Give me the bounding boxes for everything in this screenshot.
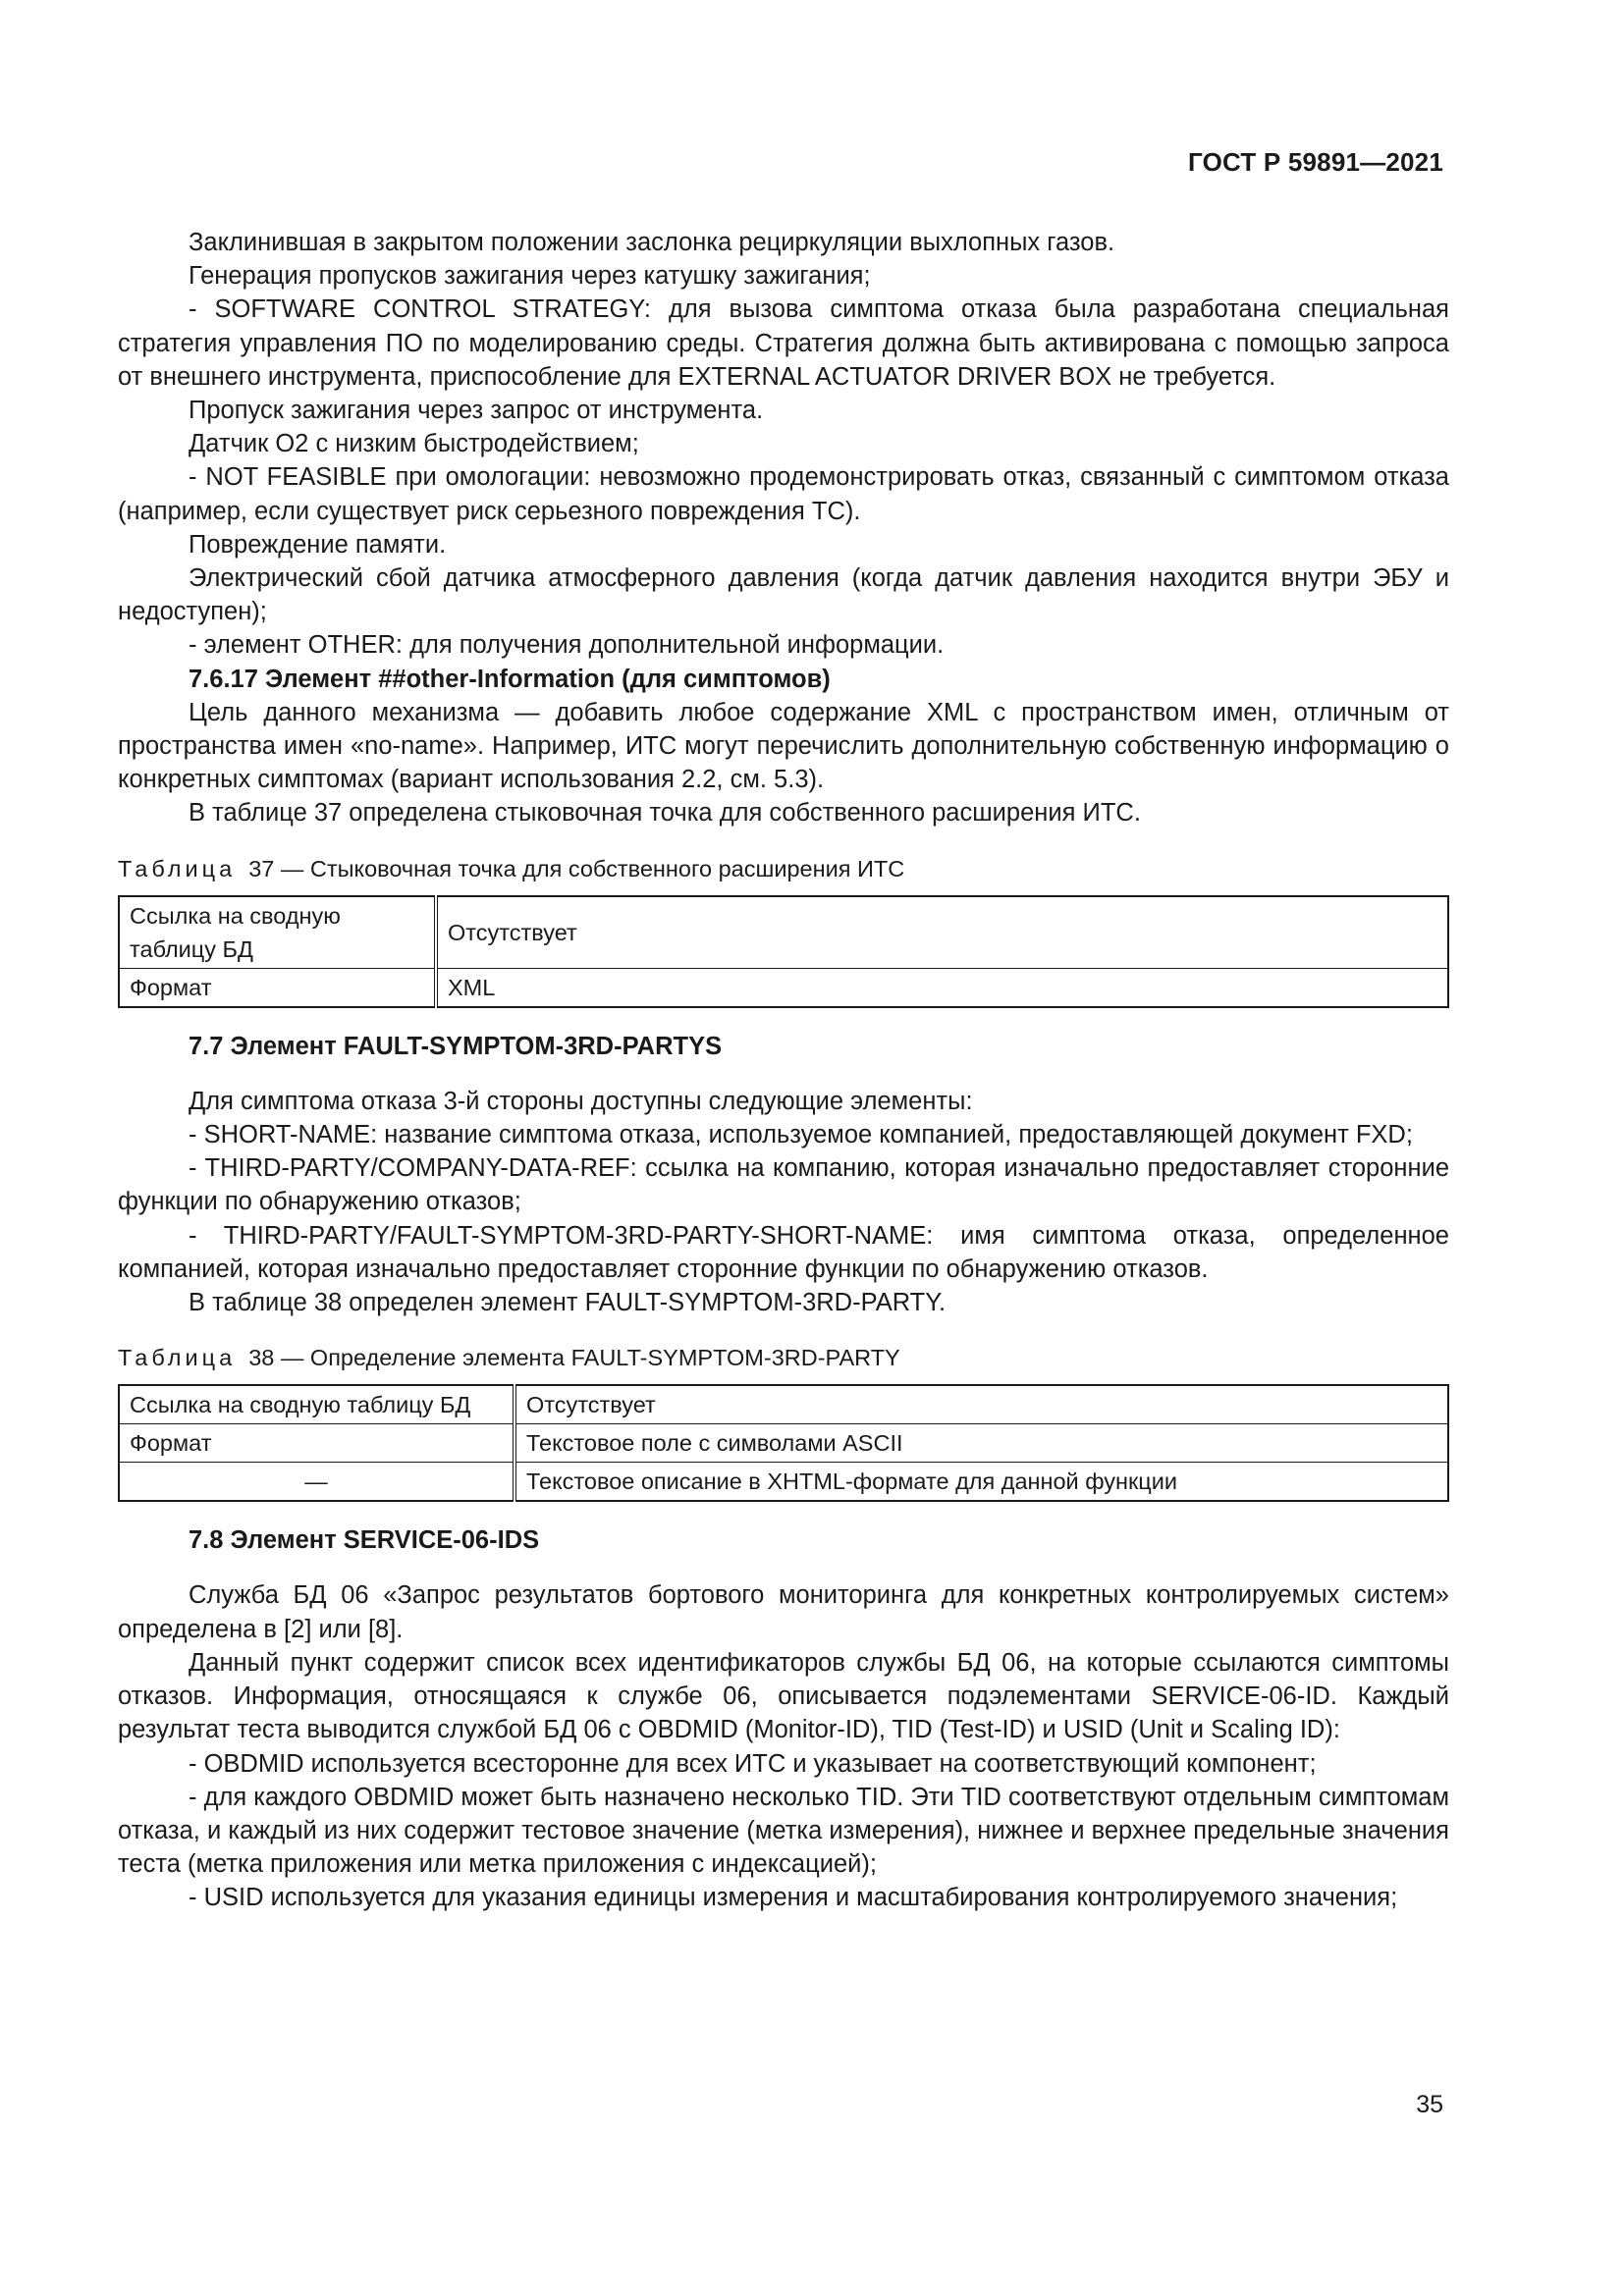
intro-paragraph: Заклинившая в закрытом положении заслонка рециркуляции выхлопных газов. — [189, 229, 1115, 256]
table-cell: Текстовое описание в XHTML-формате для данной функции — [514, 1463, 1448, 1502]
table-37-label: Таблица — [118, 855, 237, 881]
intro-paragraph: Датчик O2 с низким быстродействием; — [189, 430, 639, 458]
section-heading-7-8: 7.8 Элемент SERVICE-06-IDS — [189, 1526, 540, 1555]
table-row — [119, 896, 1448, 969]
intro-paragraph: Повреждение памяти. — [189, 530, 447, 559]
table-cell: Формат — [119, 1424, 514, 1463]
section-paragraph: - OBDMID используется всесторонне для всех ИТС и указывает на соответствующий компонент; — [189, 1749, 1317, 1778]
section-paragraph: - THIRD-PARTY/FAULT-SYMPTOM-3RD-PARTY-SHORT-NAME: имя симптома отказа, определенное компанией, которая изначально предоставляет сторонние функции по обнаружению отказов. — [118, 1221, 1449, 1283]
table-cell: Отсутствует — [436, 896, 1448, 969]
table-row — [119, 1463, 1448, 1502]
table-37-caption-text: 37 — Стыковочная точка для собственного расширения ИТС — [248, 855, 905, 881]
table-row — [119, 968, 1448, 1007]
section-paragraph: - THIRD-PARTY/COMPANY-DATA-REF: ссылка на компанию, которая изначально предоставляет сторонние функции по обнаружению отказов; — [118, 1154, 1449, 1216]
document-header: ГОСТ Р 59891—2021 — [1188, 147, 1443, 177]
table-38-caption — [118, 1343, 1449, 1372]
intro-paragraph: - элемент OTHER: для получения дополнительной информации. — [189, 631, 945, 660]
page-number: 35 — [1416, 2091, 1443, 2118]
intro-paragraph: - SOFTWARE CONTROL STRATEGY: для вызова симптома отказа была разработана специальная стратегия управления ПО по моделированию среды. Стратегия должна быть активирована с помощью запроса от внешнего инструмента, приспособление для EXTERNAL ACTUATOR DRIVER BOX не требуется. — [118, 295, 1449, 391]
table-cell: Ссылка на сводную таблицу БД — [119, 896, 436, 969]
table-37-caption — [118, 854, 1449, 883]
table-cell: — — [119, 1463, 514, 1502]
table-cell: Формат — [119, 968, 436, 1007]
table-37 — [118, 895, 1449, 1008]
table-38-label: Таблица — [118, 1345, 237, 1371]
table-38 — [118, 1384, 1449, 1502]
section-paragraph: Цель данного механизма — добавить любое содержание XML с пространством имен, отличным от пространства имен «no-name». Например, ИТС могут перечислить дополнительную собственную информацию о конкретных симптомах (вариант использования 2.2, см. 5.3). — [118, 698, 1449, 794]
section-heading-7-7: 7.7 Элемент FAULT-SYMPTOM-3RD-PARTYS — [189, 1032, 723, 1060]
section-paragraph: Для симптома отказа 3-й стороны доступны следующие элементы: — [189, 1087, 973, 1115]
intro-paragraph: Электрический сбой датчика атмосферного давления (когда датчик давления находится внутри ЭБУ и недоступен); — [118, 564, 1449, 626]
intro-paragraph: Генерация пропусков зажигания через катушку зажигания; — [189, 262, 871, 291]
table-cell: Текстовое поле с символами ASCII — [514, 1424, 1448, 1463]
table-38-caption-text: 38 — Определение элемента FAULT-SYMPTOM-3RD-PARTY — [248, 1345, 900, 1371]
section-heading-7-6-17: 7.6.17 Элемент ##other-Information (для симптомов) — [189, 665, 831, 693]
table-row — [119, 1385, 1448, 1424]
section-paragraph: - USID используется для указания единицы измерения и масштабирования контролируемого значения; — [189, 1884, 1398, 1912]
table-row — [119, 1424, 1448, 1463]
section-paragraph: Данный пункт содержит список всех идентификаторов службы БД 06, на которые ссылаются симптомы отказов. Информация, относящаяся к службе 06, описывается подэлементами SERVICE-06-ID. Каждый результат теста выводится службой БД 06 с OBDMID (Monitor-ID), TID (Test-ID) и USID (Unit и Scaling ID): — [118, 1648, 1449, 1744]
section-paragraph: - для каждого OBDMID может быть назначено несколько TID. Эти TID соответствуют отдельным симптомам отказа, и каждый из них содержит тестовое значение (метка измерения), нижнее и верхнее предельные значения теста (метка приложения или метка приложения с индексацией); — [118, 1783, 1449, 1879]
section-paragraph: В таблице 37 определена стыковочная точка для собственного расширения ИТС. — [189, 799, 1141, 828]
section-paragraph: В таблице 38 определен элемент FAULT-SYMPTOM-3RD-PARTY. — [189, 1289, 947, 1317]
page-content — [118, 226, 1449, 1915]
intro-paragraph: - NOT FEASIBLE при омологации: невозможно продемонстрировать отказ, связанный с симптомом отказа (например, если существует риск серьезного повреждения ТС). — [118, 463, 1449, 525]
section-paragraph: Служба БД 06 «Запрос результатов бортового мониторинга для конкретных контролируемых систем» определена в [2] или [8]. — [118, 1581, 1449, 1643]
table-cell: XML — [436, 968, 1448, 1007]
table-cell: Отсутствует — [514, 1385, 1448, 1424]
section-paragraph: - SHORT-NAME: название симптома отказа, используемое компанией, предоставляющей документ FXD; — [189, 1121, 1413, 1149]
table-cell: Ссылка на сводную таблицу БД — [119, 1385, 514, 1424]
intro-paragraph: Пропуск зажигания через запрос от инструмента. — [189, 397, 764, 425]
